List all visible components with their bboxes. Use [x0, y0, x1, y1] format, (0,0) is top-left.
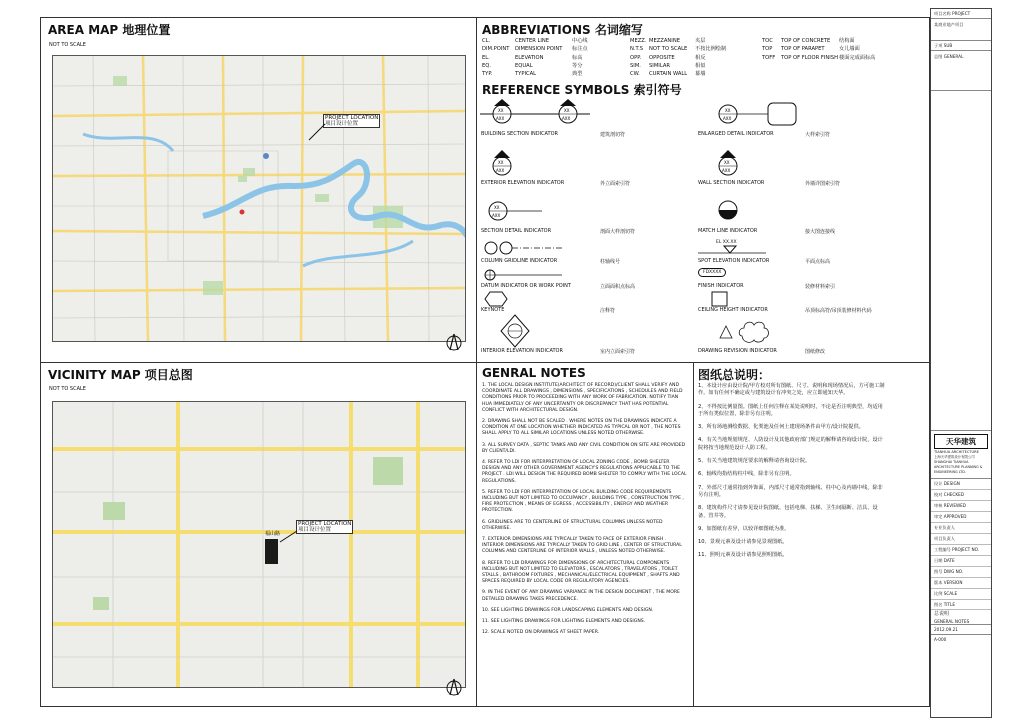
abbreviation-row: EQ. EQUAL 等分 — [482, 62, 583, 69]
area-map — [52, 55, 466, 342]
sheet-title: 总说明 — [934, 611, 950, 617]
note-cn-item: 3、所有场地测绘数据、化粪池及任何土建现场条件由甲方/设计院提供。 — [698, 424, 864, 431]
spot-elevation-symbol-icon — [698, 245, 768, 257]
title-block-project-name: 某商业地产项目 — [931, 19, 991, 41]
ref-label: COLUMN GRIDLINE INDICATOR — [481, 258, 558, 264]
note-item: 6. GRIDLINES ARE TO CENTERLINE OF STRUCTURAL COLUMNS UNLESS NOTED OTHERWISE. — [482, 519, 663, 531]
ref-label: DATUM INDICATOR OR WORK POINT — [481, 283, 571, 289]
note-cn-item: 8、建筑构件尺寸请参见设计院图纸，包括电梯、扶梯、卫生间隔断、洁具、设备、管井等。 — [698, 505, 878, 519]
ref-label: SPOT ELEVATION INDICATOR — [698, 258, 770, 264]
sheet-date: 2012.09.21 — [931, 625, 991, 635]
vicinity-map — [52, 401, 466, 688]
company-name: 天华建筑 — [934, 434, 988, 449]
note-cn-item: 4、有关当地规划规范、人防设计及其他政府部门规定的解释请咨询设计院，设计院将按当地规范设计人防工程。 — [698, 437, 883, 451]
interior-elevation-symbol-icon — [500, 314, 530, 348]
svg-text:XX: XX — [498, 108, 504, 113]
title-block-sub-label: 子项 SUB — [931, 41, 991, 51]
abbreviation-row: N.T.S NOT TO SCALE 不按比例绘制 — [630, 46, 727, 53]
svg-text:XX: XX — [725, 108, 731, 113]
ref-label-cn: 平面点标高 — [805, 259, 831, 265]
note-item: 11. SEE LIGHTING DRAWINGS FOR LIGHTING ELEMENTS AND DESIGNS. — [482, 619, 646, 625]
general-notes-list — [482, 383, 688, 642]
abbreviation-row: CL. CENTER LINE 中心线 — [482, 38, 588, 44]
general-notes-title: GENRAL NOTES — [482, 366, 586, 380]
abbreviation-row: DIM.POINT DIMENSION POINT 标注点 — [482, 46, 588, 53]
north-arrow-icon — [446, 333, 462, 357]
note-cn-item: 5、有关当地建筑规范要求的解释请咨询设计院。 — [698, 458, 811, 465]
tb-row: 版本 VERSION — [931, 578, 991, 589]
note-cn-item: 11、照明元素及设计请参见照明图纸。 — [698, 552, 788, 559]
ref-label-cn: 装修材料索引 — [805, 284, 836, 290]
tb-row: 校对 CHECKED — [931, 490, 991, 501]
tb-row: 专业负责人 — [931, 523, 991, 534]
note-item: 5. REFER TO LDI FOR INTERPRETATION OF LOCAL BUILDING CODE REQUIREMENTS INCLUDING BUT NOT LIMITED TO OCCUPANCY , BUILDING TYPE , CONSTRUCTION TYPE , FIRE PROTECTION , MEANS OF EGRESS , ACCESSIBILITY , ENERGY AND WEATHER PROTECTION. — [482, 489, 684, 514]
title-block-sub-name: 总图 GENERAL — [931, 51, 991, 91]
abbreviations-col1 — [482, 37, 622, 78]
ceiling-height-symbol-icon — [710, 290, 730, 308]
ref-label-cn: 室内立面索引符 — [600, 349, 636, 355]
ref-label: WALL SECTION INDICATOR — [698, 180, 765, 186]
abbreviation-row: TYP. TYPICAL 典型 — [482, 71, 583, 78]
ref-label-cn: 接大图连接线 — [805, 229, 836, 235]
abbreviation-row: EL. ELEVATION 标高 — [482, 54, 583, 61]
note-item: 8. REFER TO LDI DRAWINGS FOR DIMENSIONS OF ARCHITECTURAL COMPONENTS INCLUDING BUT NOT LIMITED TO ELEVATORS , ESCALATORS , TRAVELATORS , TOILET STALLS , BATHROOM FIXTURES , MECHANICAL/ELECTRICAL EQUIPMENT , SHAFTS AND SPACES REQUIRED BY LOCAL CODE OR REGULATORY AGENCIES. — [482, 560, 680, 585]
title-block-blank — [931, 91, 991, 431]
note-item: 4. REFER TO LDI FOR INTERPRETATION OF LOCAL ZONING CODE , BOMB SHELTER DESIGN AND ANY OTHER GOVERNMENT AGENCY'S REGULATIONS APPLICABLE TO THE PROJECT . LDI WILL DESIGN THE REQUIRED BOMB SHELTER TO COMPLY WITH THE LOCAL REGULATIONS. — [482, 460, 687, 484]
title-block-project-label: 项目名称 PROJECT — [931, 9, 991, 19]
svg-text:XX: XX — [494, 205, 500, 210]
note-cn-item: 7、外部尺寸通常指到外饰面，内部尺寸通常指到轴线、柱中心及内墙中线，除非另有注明。 — [698, 484, 883, 498]
title-block — [930, 8, 992, 718]
tb-row: 项目负责人 — [931, 534, 991, 545]
ref-label: SECTION DETAIL INDICATOR — [481, 228, 552, 234]
note-item: 10. SEE LIGHTING DRAWINGS FOR LANDSCAPING ELEMENTS AND DESIGN. — [482, 607, 654, 613]
abbreviations-col2 — [630, 37, 760, 78]
spot-elevation-value: EL XX.XX — [716, 240, 737, 245]
area-map-project-label: PROJECT LOCATION 项目设计位置 — [325, 115, 379, 127]
column-gridline-symbol-icon — [484, 240, 564, 258]
abbreviations-col3 — [762, 37, 892, 62]
note-item: 12. SCALE NOTED ON DRAWINGS AT SHEET PAPER. — [482, 630, 600, 636]
vicinity-road-label: 福山路 — [265, 531, 281, 537]
keynote-symbol-icon — [484, 290, 508, 308]
ref-label-cn: 外立面索引符 — [600, 181, 631, 187]
area-map-title: AREA MAP 地理位置 — [48, 23, 171, 37]
finish-code-symbol: FDXXXX — [698, 268, 726, 277]
ref-label-cn: 剖面大样剖切符 — [600, 229, 636, 235]
company-info: 上海天华建筑设计有限公司 SHANGHAI TIANHUA ARCHITECTURE PLANNING & ENGINEERING LTD. — [934, 455, 983, 474]
svg-text:AXX: AXX — [496, 168, 505, 173]
ref-label: KEYNOTE — [481, 307, 505, 313]
abbreviation-row: TOC TOP OF CONCRETE 结构面 — [762, 38, 855, 44]
general-notes-cn-title: 图纸总说明： — [698, 368, 771, 382]
abbreviations-title: ABBREVIATIONS 名词缩写 — [482, 23, 643, 37]
wall-section-symbol-icon — [708, 148, 748, 180]
revision-cloud-icon — [718, 316, 778, 346]
abbreviation-row: TOP TOP OF PARAPET 女儿墙面 — [762, 46, 860, 53]
svg-text:XX: XX — [564, 108, 570, 113]
abbreviation-row: CW. CURTAIN WALL 幕墙 — [630, 71, 706, 78]
ref-label: ENLARGED DETAIL INDICATOR — [698, 131, 774, 137]
note-item: 9. IN THE EVENT OF ANY DRAWING VARIANCE IN THE DESIGN DOCUMENT , THE MORE DETAILED DRAWING TAKES PRECEDENCE. — [482, 590, 680, 602]
ref-label: CEILING HEIGHT INDICATOR — [698, 307, 768, 313]
note-item: 2. DRAWING SHALL NOT BE SCALED . WHERE NOTES ON THE DRAWINGS INDICATE A CONDITION AT ONE LOCATION WHETHER INDICATED AS TYPICAL OR NOT , THE NOTES SHALL APPLY TO ALL SIMILAR LOCATIONS UNLESS NOTED OTHERWISE. — [482, 419, 681, 437]
section-detail-symbol-icon — [484, 198, 544, 226]
note-cn-item: 2、不得按比例量图。图纸上任何注释在某处说明时，不论是否注明典型，均适用于所有类似位置，除非另有注明。 — [698, 403, 883, 417]
building-section-symbol-icon — [480, 98, 590, 130]
company-logo — [931, 431, 991, 479]
company-name-en: TIANHUA ARCHITECTURE — [934, 450, 979, 454]
svg-text:XX: XX — [724, 160, 730, 165]
ref-label-cn: 柱轴线号 — [600, 259, 621, 265]
ref-label-cn: 图纸修改 — [805, 349, 826, 355]
vicinity-map-scale: NOT TO SCALE — [49, 386, 86, 392]
ref-label: DRAWING REVISION INDICATOR — [698, 348, 777, 354]
area-map-scale: NOT TO SCALE — [49, 42, 86, 48]
tb-row: 日期 DATE — [931, 556, 991, 567]
divider-maps — [40, 362, 476, 363]
divider-notes — [476, 362, 930, 363]
datum-symbol-icon — [484, 268, 564, 282]
ref-label-cn: 吊顶标高符/吊顶装修材料代码 — [805, 308, 872, 314]
general-notes-cn-list — [698, 383, 888, 566]
svg-text:AXX: AXX — [722, 168, 731, 173]
ref-label: MATCH LINE INDICATOR — [698, 228, 758, 234]
ref-label: EXTERIOR ELEVATION INDICATOR — [481, 180, 565, 186]
note-item: 1. THE LOCAL DESIGN INSTITUTE(ARCHITECT OF RECORD)/CLIENT SHALL VERIFY AND COORDINATE ALL DRAWINGS , DIMENSIONS , SPECIFICATIONS , SCHEDULES AND FIELD CONDITIONS PRIOR TO PROCEEDING WITH ANY WORK OF FABRICATION. NOTIFY TIAN HUA IMMEDIATELY OF ANY UNCERTAINTY OR DISCREPANCY THAT HAS POTENTIAL CONFLICT WITH ARCHITECTURAL DESIGN. — [482, 383, 683, 413]
match-line-symbol-icon — [716, 198, 740, 222]
note-cn-item: 9、如图纸有差异，以较详细图纸为准。 — [698, 525, 790, 532]
abbreviation-row: TOFF TOP OF FLOOR FINISH 楼面完成面标高 — [762, 54, 876, 61]
vicinity-map-title: VICINITY MAP 项目总图 — [48, 368, 193, 382]
exterior-elevation-symbol-icon — [482, 148, 522, 180]
vicinity-project-label: PROJECT LOCATION 项目设计位置 — [298, 521, 352, 533]
svg-text:AXX: AXX — [723, 116, 732, 121]
svg-text:XX: XX — [498, 160, 504, 165]
note-cn-item: 10、景观元素及设计请参见景观图纸。 — [698, 539, 788, 546]
abbreviation-row: OPP. OPPOSITE 相反 — [630, 54, 706, 61]
north-arrow-icon — [446, 678, 462, 702]
abbreviation-row: SIM. SIMILAR 相似 — [630, 62, 706, 69]
svg-text:AXX: AXX — [496, 116, 505, 121]
svg-text:AXX: AXX — [492, 213, 501, 218]
ref-label-cn: 大样索引符 — [805, 132, 831, 138]
tb-row: 比例 SCALE — [931, 589, 991, 600]
tb-row: 工程编号 PROJECT NO. — [931, 545, 991, 556]
reference-symbols-title: REFERENCE SYMBOLS 索引符号 — [482, 83, 682, 97]
note-cn-item: 6、轴线均指结构柱中线，除非另有注明。 — [698, 471, 795, 478]
note-cn-item: 1、本设计应由设计院/甲方校对所有图纸、尺寸、说明和现场情况后，方可施工制作。如有任何不确定或与建筑设计有冲突之处，应立即通知天华。 — [698, 383, 885, 397]
ref-label-cn: 建筑剖切符 — [600, 132, 626, 138]
sheet-title-en: GENERAL NOTES — [931, 619, 991, 625]
note-item: 7. EXTERIOR DIMENSIONS ARE TYPICALLY TAKEN TO FACE OF EXTERIOR FINISH . INTERIOR DIMENSIONS ARE TYPICALLY TAKEN TO GRID LINE , CENTER OF STRUCTURAL COLUMNS AND CENTERLINE OF INTERIOR WALLS , UNLESS NOTED OTHERWISE. — [482, 537, 682, 555]
divider-notes-cn — [693, 362, 694, 707]
ref-label-cn: 立面面积点标高 — [600, 284, 636, 290]
tb-row: 审定 APPROVED — [931, 512, 991, 523]
tb-row: 设计 DESIGN — [931, 479, 991, 490]
tb-row: 图号 DWG NO. — [931, 567, 991, 578]
enlarged-detail-symbol-icon — [698, 100, 803, 128]
ref-label: INTERIOR ELEVATION INDICATOR — [481, 348, 563, 354]
ref-label: FINISH INDICATOR — [698, 283, 744, 289]
svg-text:AXX: AXX — [562, 116, 571, 121]
note-item: 3. ALL SURVEY DATA , SEPTIC TANKS AND ANY CIVIL CONDITION ON SITE ARE PROVIDED BY CLIENT/LDI. — [482, 442, 686, 454]
tb-row: 审核 REVIEWED — [931, 501, 991, 512]
ref-label: BUILDING SECTION INDICATOR — [481, 131, 559, 137]
tb-row: 图名 TITLE — [931, 600, 991, 610]
sheet-number: A-000 — [934, 637, 947, 642]
ref-label-cn: 外墙详图索引符 — [805, 181, 841, 187]
abbreviation-row: MEZZ. MEZZANINE 夹层 — [630, 38, 706, 44]
ref-label-cn: 注释符 — [600, 308, 616, 314]
